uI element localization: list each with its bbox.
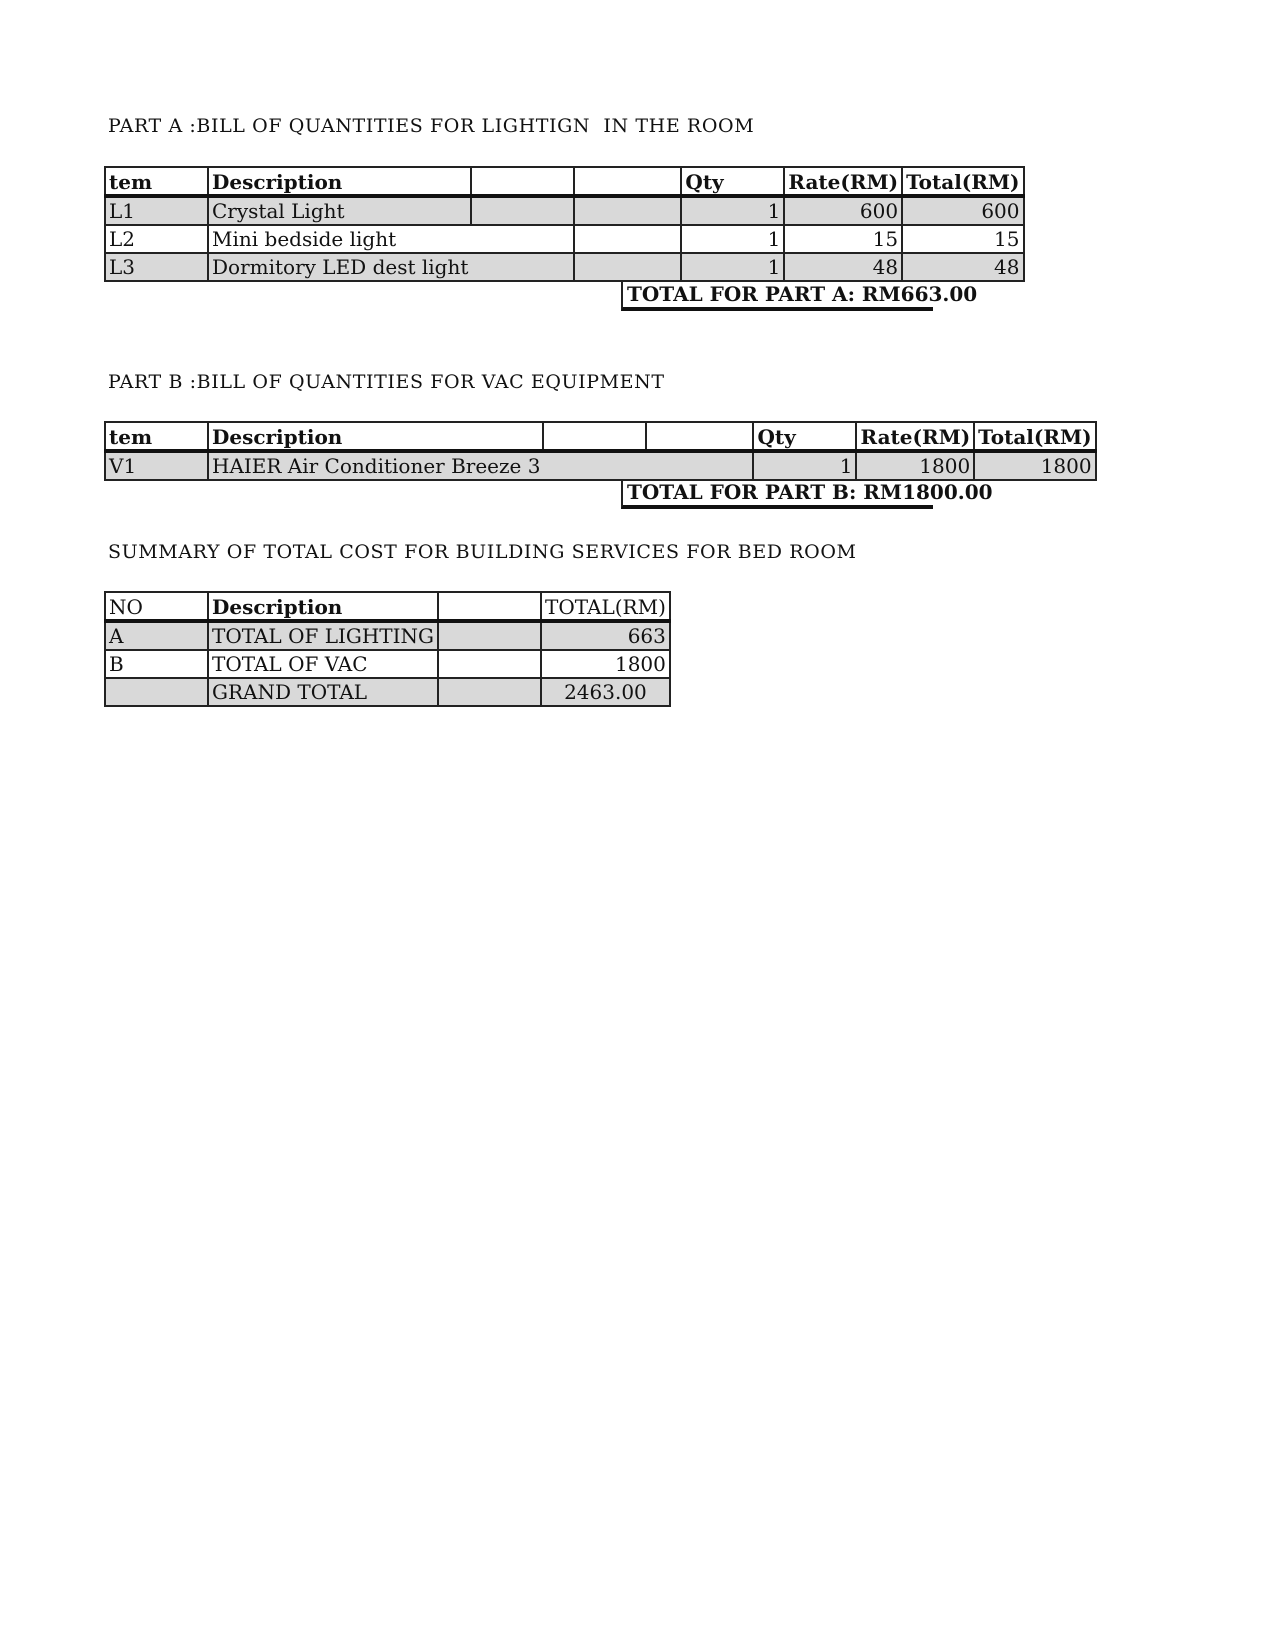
header-total: TOTAL(RM) xyxy=(541,592,670,621)
summary-table xyxy=(104,591,671,707)
cell-item: L2 xyxy=(105,225,208,253)
cell-total: 15 xyxy=(902,225,1023,253)
summary-heading: SUMMARY OF TOTAL COST FOR BUILDING SERVICES FOR BED ROOM xyxy=(108,541,857,563)
table-header-row xyxy=(105,592,670,621)
cell-rate: 1800 xyxy=(856,451,974,480)
header-qty: Qty xyxy=(753,422,856,451)
table-row xyxy=(105,253,1024,281)
header-rate: Rate(RM) xyxy=(784,167,902,196)
header-description: Description xyxy=(208,422,543,451)
cell-description: Dormitory LED dest light xyxy=(208,253,471,281)
cell-total: 1800 xyxy=(974,451,1095,480)
table-row xyxy=(105,650,670,678)
cell-qty: 1 xyxy=(681,225,784,253)
cell-grand-total: 2463.00 xyxy=(541,678,670,706)
cell-description: GRAND TOTAL xyxy=(208,678,438,706)
cell-total: 1800 xyxy=(541,650,670,678)
table-row xyxy=(105,196,1024,225)
cell-no xyxy=(105,678,208,706)
table-row xyxy=(105,621,670,650)
part-b-heading: PART B :BILL OF QUANTITIES FOR VAC EQUIPMENT xyxy=(108,371,665,393)
header-total: Total(RM) xyxy=(902,167,1023,196)
table-row xyxy=(105,225,1024,253)
table-row xyxy=(105,451,1096,480)
table-header-row xyxy=(105,167,1024,196)
cell-rate: 15 xyxy=(784,225,902,253)
cell-description: HAIER Air Conditioner Breeze 3 xyxy=(208,451,543,480)
part-a-heading: PART A :BILL OF QUANTITIES FOR LIGHTIGN IN THE ROOM xyxy=(108,115,755,137)
part-b-table xyxy=(104,421,1097,481)
header-rate: Rate(RM) xyxy=(856,422,974,451)
cell-qty: 1 xyxy=(681,196,784,225)
cell-no: A xyxy=(105,621,208,650)
cell-item: L3 xyxy=(105,253,208,281)
cell-item: V1 xyxy=(105,451,208,480)
cell-description: TOTAL OF VAC xyxy=(208,650,438,678)
cell-rate: 600 xyxy=(784,196,902,225)
header-qty: Qty xyxy=(681,167,784,196)
cell-total: 600 xyxy=(902,196,1023,225)
header-description: Description xyxy=(208,167,471,196)
cell-qty: 1 xyxy=(753,451,856,480)
header-item: tem xyxy=(105,167,208,196)
header-total: Total(RM) xyxy=(974,422,1095,451)
cell-description: Crystal Light xyxy=(208,196,471,225)
cell-qty: 1 xyxy=(681,253,784,281)
part-b-total: TOTAL FOR PART B: RM1800.00 xyxy=(621,479,933,509)
part-a-total: TOTAL FOR PART A: RM663.00 xyxy=(621,281,933,311)
header-no: NO xyxy=(105,592,208,621)
cell-rate: 48 xyxy=(784,253,902,281)
header-description: Description xyxy=(208,592,438,621)
cell-description: TOTAL OF LIGHTING xyxy=(208,621,438,650)
cell-total: 48 xyxy=(902,253,1023,281)
cell-item: L1 xyxy=(105,196,208,225)
table-row xyxy=(105,678,670,706)
cell-description: Mini bedside light xyxy=(208,225,471,253)
header-item: tem xyxy=(105,422,208,451)
part-a-table xyxy=(104,166,1025,282)
table-header-row xyxy=(105,422,1096,451)
cell-total: 663 xyxy=(541,621,670,650)
cell-no: B xyxy=(105,650,208,678)
